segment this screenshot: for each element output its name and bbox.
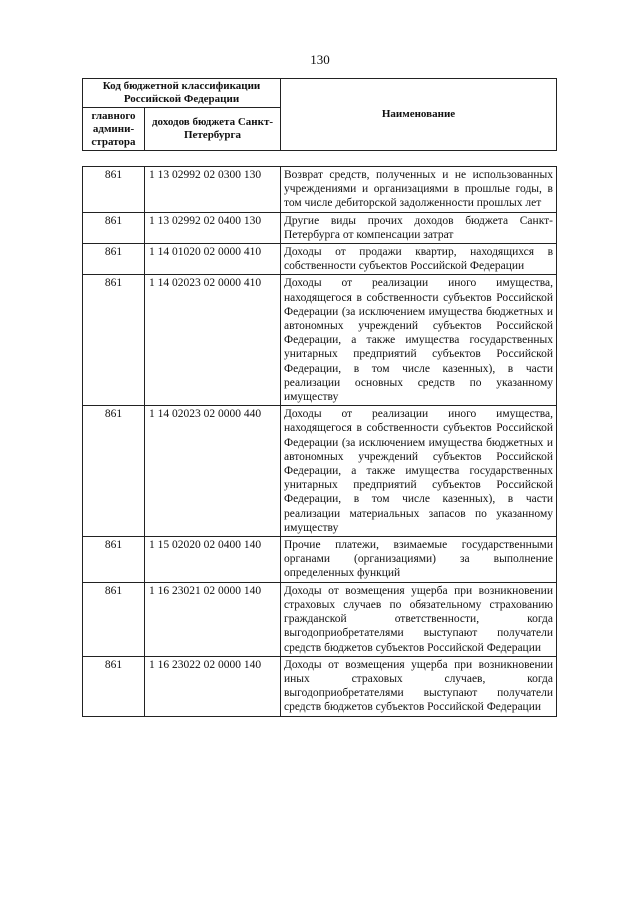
name-cell: Доходы от возмещения ущерба при возникновении иных страховых случаев, когда выгодоприобретателями выступают получатели средств бюджетов субъектов Российской Федерации	[281, 656, 557, 716]
admin-code-cell: 861	[83, 212, 145, 243]
admin-code-cell: 861	[83, 656, 145, 716]
table-row	[83, 212, 557, 243]
revenue-code-cell: 1 13 02992 02 0300 130	[145, 167, 281, 213]
header-group-label: Код бюджетной классификации Российской Федерации	[83, 79, 281, 108]
revenue-table	[82, 166, 557, 717]
table-row	[83, 275, 557, 406]
table-row	[83, 167, 557, 213]
revenue-code-cell: 1 13 02992 02 0400 130	[145, 212, 281, 243]
name-cell: Доходы от возмещения ущерба при возникновении страховых случаев по обязательному страхованию гражданской ответственности, когда выгодоприобретателями выступают получатели средств бюджетов субъектов Российской Федерации	[281, 582, 557, 656]
table-row	[83, 537, 557, 583]
page-number: 130	[310, 52, 330, 67]
name-cell: Прочие платежи, взимаемые государственными органами (организациями) за выполнение определенных функций	[281, 537, 557, 583]
table-row	[83, 656, 557, 716]
admin-code-cell: 861	[83, 275, 145, 406]
header-name: Наименование	[281, 79, 557, 151]
revenue-code-cell: 1 16 23022 02 0000 140	[145, 656, 281, 716]
header-code: доходов бюджета Санкт-Петербурга	[145, 108, 281, 151]
name-cell: Доходы от продажи квартир, находящихся в собственности субъектов Российской Федерации	[281, 244, 557, 275]
table-row	[83, 244, 557, 275]
table-body	[83, 167, 557, 717]
name-cell: Другие виды прочих доходов бюджета Санкт-Петербурга от компенсации затрат	[281, 212, 557, 243]
name-cell: Доходы от реализации иного имущества, находящегося в собственности субъектов Российской Федерации (за исключением имущества бюджетных и автономных учреждений субъектов Российской Федерации, а также имущества государственных унитарных предприятий субъектов Российской Федерации, в том числе казенных), в части реализации материальных запасов по указанному имуществу	[281, 406, 557, 537]
table-row	[83, 582, 557, 656]
revenue-code-cell: 1 15 02020 02 0400 140	[145, 537, 281, 583]
revenue-code-cell: 1 14 02023 02 0000 440	[145, 406, 281, 537]
admin-code-cell: 861	[83, 582, 145, 656]
revenue-code-cell: 1 14 01020 02 0000 410	[145, 244, 281, 275]
revenue-code-cell: 1 16 23021 02 0000 140	[145, 582, 281, 656]
header-admin: главного админи-стратора	[83, 108, 145, 151]
name-cell: Доходы от реализации иного имущества, находящегося в собственности субъектов Российской Федерации (за исключением имущества бюджетных и автономных учреждений субъектов Российской Федерации, а также имущества государственных унитарных предприятий субъектов Российской Федерации, в том числе казенных), в части реализации основных средств по указанному имуществу	[281, 275, 557, 406]
name-cell: Возврат средств, полученных и не использованных учреждениями и организациями в прошлые годы, в том числе дебиторской задолженности прошлых лет	[281, 167, 557, 213]
admin-code-cell: 861	[83, 537, 145, 583]
admin-code-cell: 861	[83, 167, 145, 213]
revenue-code-cell: 1 14 02023 02 0000 410	[145, 275, 281, 406]
table-row	[83, 406, 557, 537]
admin-code-cell: 861	[83, 244, 145, 275]
admin-code-cell: 861	[83, 406, 145, 537]
header-table	[82, 78, 557, 151]
